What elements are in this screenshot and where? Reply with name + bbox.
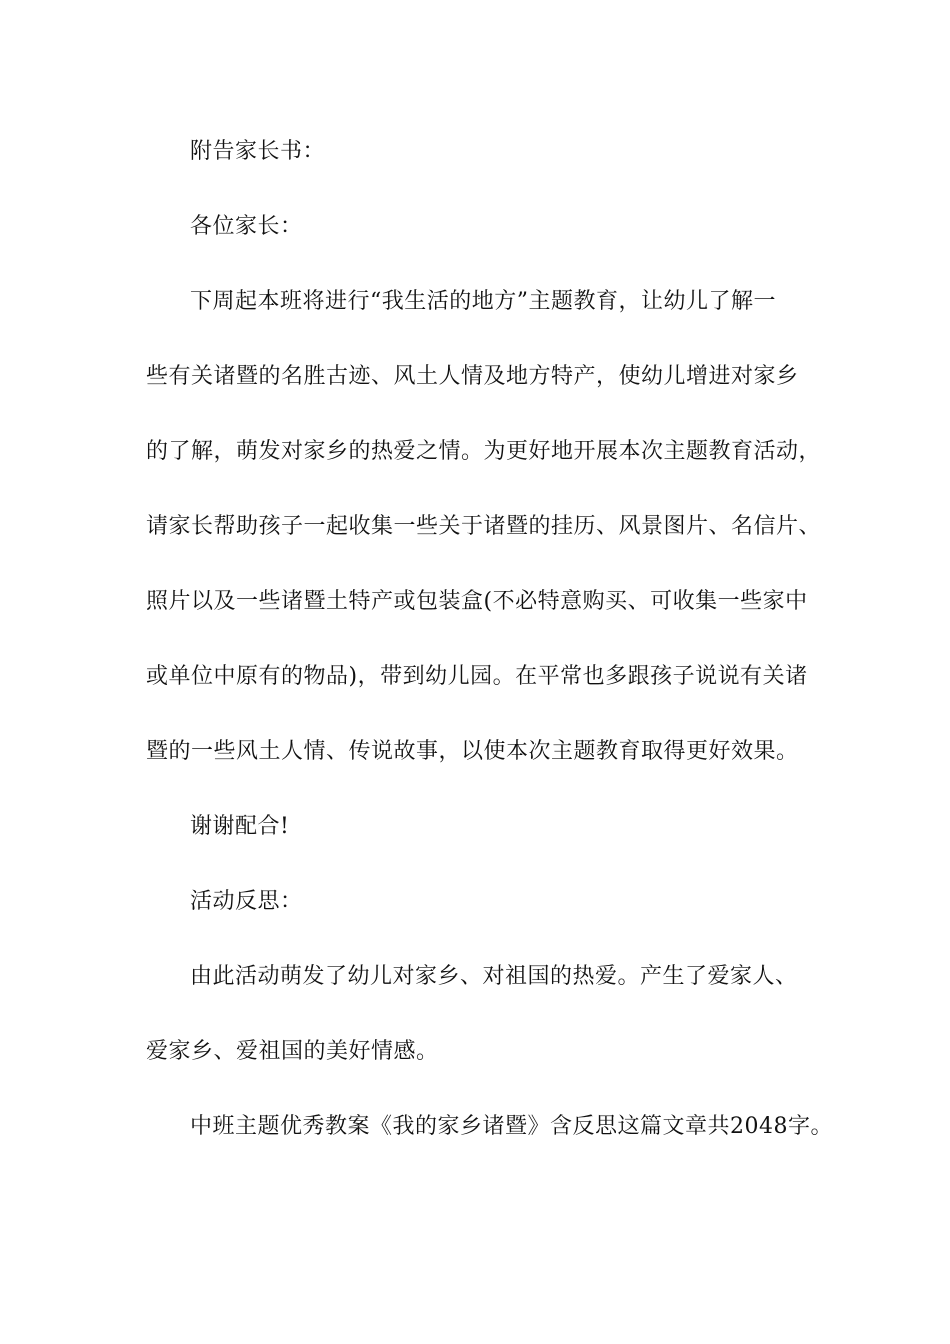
paragraph-line: 暨的一些风土人情、传说故事，以使本次主题教育取得更好效果。 [146,739,799,764]
paragraph-line: 的了解，萌发对家乡的热爱之情。为更好地开展本次主题教育活动， [146,439,822,464]
letter-heading: 附告家长书： [190,139,326,164]
paragraph-line: 照片以及一些诸暨土特产或包装盒(不必特意购买、可收集一些家中 [146,589,808,614]
summary-line: 中班主题优秀教案《我的家乡诸暨》含反思这篇文章共2048字。 [190,1114,833,1139]
paragraph-line: 下周起本班将进行“我生活的地方”主题教育，让幼儿了解一 [190,289,776,314]
closing-thanks: 谢谢配合! [190,814,290,839]
paragraph-line: 爱家乡、爱祖国的美好情感。 [146,1039,439,1064]
paragraph-line: 些有关诸暨的名胜古迹、风土人情及地方特产，使幼儿增进对家乡 [146,364,799,389]
paragraph-line: 或单位中原有的物品)，带到幼儿园。在平常也多跟孩子说说有关诸 [146,664,808,689]
section-heading-reflection: 活动反思： [190,889,303,914]
paragraph-line: 由此活动萌发了幼儿对家乡、对祖国的热爱。产生了爱家人、 [190,964,798,989]
paragraph-line: 请家长帮助孩子一起收集一些关于诸暨的挂历、风景图片、名信片、 [146,514,822,539]
salutation: 各位家长： [190,214,303,239]
